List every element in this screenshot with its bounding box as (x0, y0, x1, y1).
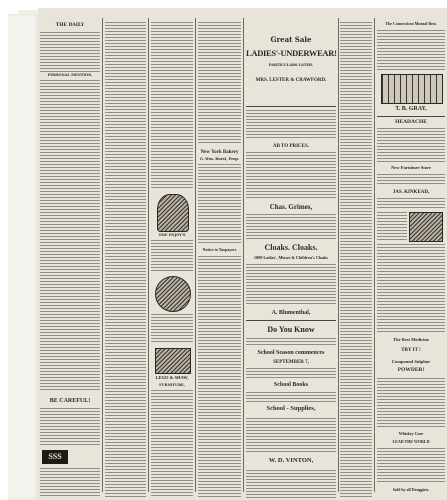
kinkead: JAS. KINKEAD, (392, 190, 430, 195)
great-sale: Great Sale (270, 35, 312, 44)
building-illustration (409, 212, 443, 242)
firm-name: MRS. LESTER & CRAWFORD. (255, 77, 327, 83)
masthead: THE DAILY (55, 23, 85, 28)
september-date: SEPTEMBER 7, (273, 360, 309, 365)
try-it: TRY IT ! (401, 348, 421, 353)
school-books: School Books (273, 382, 309, 388)
column-5 (246, 22, 336, 490)
bakery-title: New York Bakery (200, 150, 239, 155)
portrait-illustration (155, 348, 191, 374)
school-supplies: School - Supplies, (266, 405, 316, 412)
bakery-owner: G. Wm. Burst, Prop. (199, 157, 240, 161)
underwear-headline: LADIES'-UNDERWEAR! (246, 48, 337, 59)
compound-sulphur: Compound Sulphur (391, 359, 431, 364)
rates-table (381, 74, 443, 104)
powder: POWDER! (397, 367, 425, 373)
prices-heading: AB TO PRICES. (272, 144, 310, 149)
page-stack-edge-front (8, 14, 41, 500)
cloaks-sub: 1000 Ladies', Misses & Children's Cloaks (253, 255, 329, 260)
column-2 (105, 22, 146, 490)
column-7 (377, 22, 445, 490)
furniture-store: New Furniture Store (391, 165, 431, 170)
mutual-heading: The Connecticut Mutual Best. (385, 21, 437, 26)
vinton: W. D. VINTON, (268, 457, 314, 464)
furniture-label: FURNITURE, (159, 383, 185, 387)
column-4 (198, 22, 241, 490)
column-3 (151, 22, 193, 490)
particulars: PARTICULARS LATER. (268, 63, 314, 68)
seal-illustration (155, 276, 191, 312)
grimes-title: Chas. Grimes, (269, 203, 313, 211)
blumenthal: A. Blumenthal, (271, 310, 311, 316)
column-6 (340, 22, 372, 490)
do-you-know: Do You Know (267, 325, 315, 334)
headache-title: HEADACHE (395, 119, 427, 125)
sold-by-druggists: Sold by all Druggists. (392, 487, 430, 492)
school-season: School Season commences (257, 350, 325, 356)
column-1 (40, 22, 100, 490)
gray-name: T. B. GRAY, (395, 106, 427, 112)
lego-shaw: LEGO & SHAW, (155, 375, 189, 380)
ad-caption: ONE ENJOY'S (158, 233, 186, 237)
cloaks-title: Cloaks. Cloaks. (264, 243, 318, 252)
best-medicine: The Best Medicine (393, 337, 429, 342)
newspaper-page (38, 8, 447, 500)
whiskey-cure: Whiskey Cure (398, 431, 424, 436)
ad-title: BE CAREFUL! (49, 398, 91, 404)
sss-logo: SSS (42, 450, 68, 464)
taxpayers-notice: Notice to Taxpayers (202, 247, 237, 252)
section-heading: PERSONAL MENTION. (47, 73, 93, 77)
woman-illustration (157, 194, 189, 232)
lead-the-world: LEAD THE WORLD (392, 439, 430, 444)
